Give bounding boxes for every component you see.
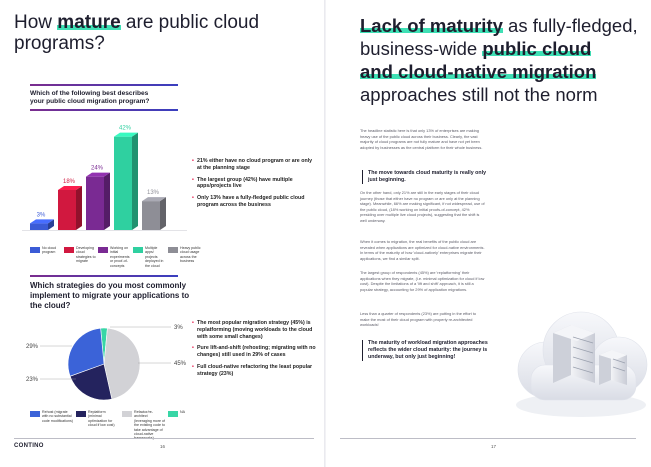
pie-value-label: 45% bbox=[174, 361, 187, 367]
legend-swatch bbox=[64, 247, 74, 253]
legend-swatch bbox=[133, 247, 143, 253]
legend-label: Rehost (migrate with no substantial code modifications) bbox=[42, 410, 73, 423]
title-highlight: mature bbox=[57, 12, 121, 33]
question-1-line2: your public cloud migration program? bbox=[30, 98, 150, 105]
callout-1: The move towards cloud maturity is really only just beginning. bbox=[362, 170, 488, 184]
question-1-line1: Which of the following best describes bbox=[30, 90, 149, 97]
left-page bbox=[0, 0, 325, 467]
chart1-bullets bbox=[192, 158, 317, 214]
bar-value-label: 42% bbox=[118, 125, 132, 132]
chart2-bullet: • Pure lift-and-shift (rehosting; migrating with no changes) still used in 29% of cases bbox=[192, 345, 317, 359]
bar bbox=[30, 219, 54, 230]
paragraph-3: When it comes to migration, the real benefits of the public cloud are revealed when applications are optimized for cloud-native environments. In terms of the maturity of how 'cloud-natively' enterprises migrate their applications, we find a similar split. bbox=[360, 239, 485, 261]
question-1-rule bbox=[30, 84, 178, 86]
legend-swatch bbox=[76, 411, 86, 417]
question-2-line3: the cloud? bbox=[30, 301, 71, 310]
title-part: How bbox=[14, 12, 58, 33]
bar-value-label: 18% bbox=[62, 179, 76, 185]
legend-swatch bbox=[98, 247, 108, 253]
legend-label: Replatform (minimal optimization for cloud if low cost) bbox=[88, 410, 115, 428]
left-page-title bbox=[14, 12, 314, 54]
legend-swatch bbox=[30, 411, 40, 417]
paragraph-4: The largest group of respondents (45%) are 'replatforming' their applications when they migrate, (i.e. minimal optimization for cloud if low cost). Despite the limitations of a 'lift and shift' approach, it is still a popular strategy, accounting for 29% of application migrations. bbox=[360, 270, 485, 292]
chart2-bullet: • Full cloud-native refactoring the least popular strategy (23%) bbox=[192, 364, 317, 378]
footer-rule bbox=[14, 438, 314, 439]
question-1-rule-bottom bbox=[30, 109, 178, 111]
pie-value-label: 29% bbox=[26, 344, 39, 350]
footer-brand: CONTINO bbox=[14, 443, 44, 449]
cloud-server-illustration bbox=[501, 255, 651, 425]
server-rack bbox=[553, 325, 595, 383]
question-2-line2: implement to migrate your applications to bbox=[30, 291, 190, 300]
legend-swatch bbox=[168, 247, 178, 253]
pie-chart bbox=[22, 318, 192, 413]
title-part: are public cloud bbox=[120, 12, 260, 33]
legend-swatch bbox=[30, 247, 40, 253]
title-part: as fully-fledged, bbox=[502, 15, 638, 36]
callout-2: The maturity of workload migration approaches reflects the wider cloud maturity: the journey is underway, but only just beginning! bbox=[362, 340, 488, 361]
title-part: business-wide bbox=[360, 38, 483, 59]
title-line4: approaches still not the norm bbox=[360, 84, 598, 105]
legend-label: Heavy public cloud usage across the business bbox=[180, 246, 201, 264]
chart2-bullets bbox=[192, 320, 317, 383]
legend-label: No cloud program bbox=[42, 246, 57, 255]
bar bbox=[114, 133, 138, 230]
bar-value-label: 24% bbox=[90, 165, 104, 172]
legend-swatch bbox=[168, 411, 178, 417]
pie-value-label: 23% bbox=[26, 377, 39, 383]
question-2-line1: Which strategies do you most commonly bbox=[30, 281, 187, 290]
paragraph-2: On the other hand, only 21% are still in the early stages of their cloud journey (those that either have no program or are only at the planning stage). Meanwhile, 66% are making significant, if not widespread, use of the public cloud, (18% working on initial proofs-of-concept, 42% presiding over multiple live cloud projects), suggesting that the shift is well underway. bbox=[360, 190, 485, 223]
chart1-bullet: • Only 13% have a fully-fledged public cloud program across the business bbox=[192, 195, 317, 209]
footer-rule bbox=[340, 438, 636, 439]
server-rack-small bbox=[599, 350, 627, 385]
bar bbox=[142, 197, 166, 230]
title-line2: programs? bbox=[14, 33, 105, 54]
title-highlight: public cloud bbox=[482, 38, 592, 59]
chart1-bullet: • The largest group (42%) have multiple apps/projects live bbox=[192, 177, 317, 191]
paragraph-1: The headline statistic here is that only 13% of enterprises are making heavy use of the public cloud across their business. Clearly, the vast majority of cloud programs are not fully mature and have not yet been adopted by businesses as the central platform for their whole business. bbox=[360, 128, 483, 150]
legend-label: NA bbox=[180, 410, 185, 414]
title-highlight: and cloud-native migration bbox=[360, 61, 597, 82]
right-page-title bbox=[360, 14, 650, 106]
paragraph-5: Less than a quarter of respondents (23%) are putting in the effort to make the most of their cloud program with properly re-architected workloads! bbox=[360, 311, 477, 328]
page-number: 16 bbox=[160, 444, 166, 449]
legend-label: Refactor/re-architect (leveraging more of the existing code to take advantage of cloud-native bbox=[134, 410, 165, 437]
pie-value-label: 3% bbox=[174, 325, 183, 331]
legend-label: Multiple apps/ projects deployed in the cloud bbox=[145, 246, 164, 268]
bar bbox=[86, 173, 110, 230]
right-page bbox=[326, 0, 651, 467]
bar-chart bbox=[22, 112, 192, 242]
bar-value-label: 13% bbox=[146, 190, 160, 197]
legend-label: Developing cloud strategies to migrate bbox=[76, 246, 96, 264]
bar bbox=[58, 186, 82, 230]
question-1 bbox=[30, 90, 220, 106]
title-highlight: Lack of maturity bbox=[360, 15, 503, 36]
legend-label: Working on initial experiments or proof-of-concepts bbox=[110, 246, 130, 268]
legend-swatch bbox=[122, 411, 132, 417]
bar-value-label: 3% bbox=[36, 212, 46, 219]
chart1-bullet: • 21% either have no cloud program or are only at the planning stage bbox=[192, 158, 317, 172]
question-2 bbox=[30, 281, 190, 311]
chart2-bullet: • The most popular migration strategy (45%) is replatforming (moving workloads to the cloud with some small changes) bbox=[192, 320, 317, 340]
question-2-rule bbox=[30, 275, 178, 277]
page-number: 17 bbox=[491, 444, 497, 449]
